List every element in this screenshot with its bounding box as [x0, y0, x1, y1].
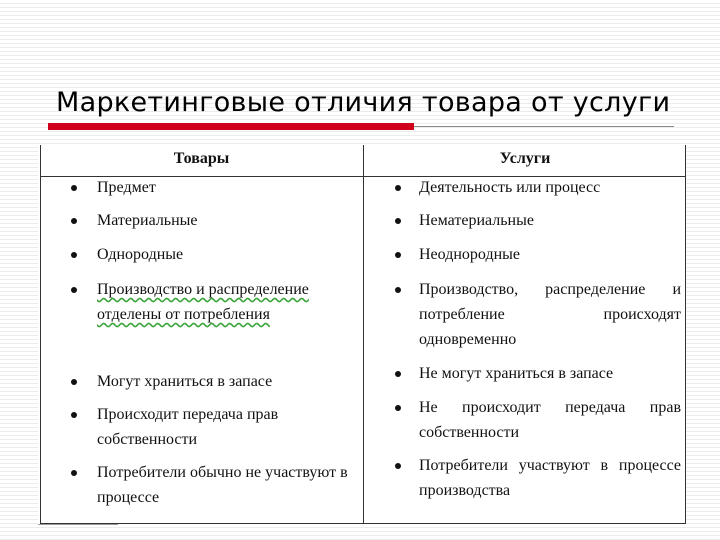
bullet-icon [71, 185, 77, 191]
services-item-text: Не происходит передача прав собственности [419, 399, 681, 441]
bullet-icon [395, 405, 401, 411]
goods-item [71, 242, 361, 267]
bullet-icon [395, 252, 401, 258]
goods-item-text: Происходит передача прав собственности [97, 406, 279, 448]
services-item-text: Нематериальные [419, 212, 534, 229]
services-item-text: Деятельность или процесс [419, 179, 601, 196]
goods-item-text: Производство и распределение отделены от потребления [97, 281, 309, 323]
table-right-border [685, 145, 686, 523]
goods-item-text: Потребители обычно не участвуют в процессе [97, 464, 348, 506]
goods-item [71, 175, 361, 200]
services-item-text: Не могут храниться в запасе [419, 365, 614, 382]
bullet-icon [395, 287, 401, 293]
goods-item [71, 369, 361, 394]
services-item-text: Производство, распределение и потребление происходят одновременно [419, 281, 681, 348]
bullet-icon [71, 252, 77, 258]
goods-item-text: Материальные [97, 212, 198, 229]
comparison-table [38, 145, 686, 527]
column-header-goods: Товары [173, 150, 230, 167]
goods-item [71, 460, 361, 510]
services-item-text: Потребители участвуют в процессе производства [419, 457, 681, 499]
bullet-icon [71, 412, 77, 418]
services-item [395, 175, 681, 200]
services-item [395, 453, 681, 503]
goods-item [71, 277, 361, 327]
bullet-icon [71, 218, 77, 224]
services-item [395, 242, 681, 267]
goods-item [71, 402, 361, 452]
goods-item-text: Могут храниться в запасе [97, 373, 273, 390]
column-header-services: Услуги [499, 150, 551, 167]
services-item [395, 395, 681, 445]
title-underline-accent [48, 123, 414, 130]
bullet-icon [395, 185, 401, 191]
bullet-icon [395, 218, 401, 224]
services-item [395, 277, 681, 352]
slide-title: Маркетинговые отличия товара от услуги [56, 87, 671, 118]
table-corner-mark [38, 524, 118, 525]
bullet-icon [71, 379, 77, 385]
goods-item [71, 208, 361, 233]
table-column-divider [363, 145, 364, 523]
services-item-text: Неоднородные [419, 246, 520, 263]
table-left-border [40, 145, 41, 523]
services-item [395, 361, 681, 386]
table-bottom-rule [40, 523, 686, 524]
title-underline-rule [414, 126, 674, 127]
goods-item-text: Однородные [97, 246, 184, 263]
bullet-icon [395, 371, 401, 377]
services-item [395, 208, 681, 233]
goods-item-text: Предмет [97, 179, 156, 196]
bullet-icon [395, 463, 401, 469]
bullet-icon [71, 470, 77, 476]
title-underline [48, 123, 674, 130]
bullet-icon [71, 287, 77, 293]
